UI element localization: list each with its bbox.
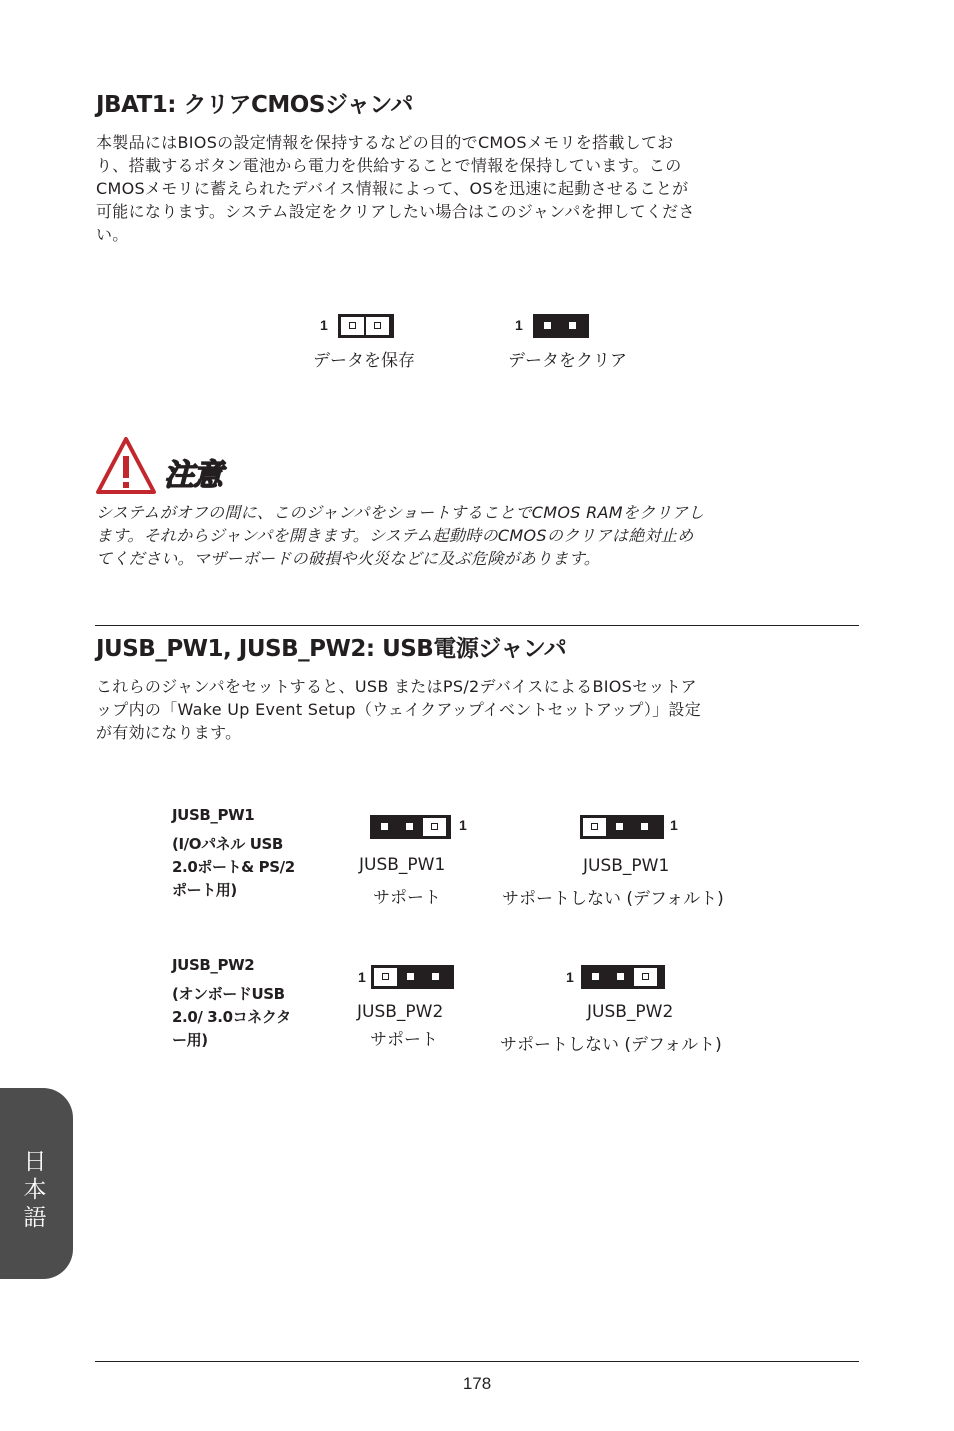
jumper-pin [535,316,560,336]
jbat-paragraph-line: 可能になります。システム設定をクリアしたい場合はこのジャンパを押してくださ [96,202,695,221]
jbat-clear-jumper [533,314,589,338]
jusb-pw1-label-line: JUSB_PW1 [172,806,255,824]
jusb-pw2-support-jumper [371,965,454,989]
jusb-paragraph-line: が有効になります。 [96,723,242,742]
page-number: 178 [462,1374,492,1393]
jbat-clear-caption: データをクリア [508,351,627,371]
jbat-clear-pin1-label: 1 [515,317,523,333]
jusb-pw1-label-line: ポート用) [172,881,237,899]
caution-line: ます。それからジャンパを開きます。システム起動時のCMOSのクリアは絶対止め [96,526,694,545]
jusb-pw1-nosupport-caption: JUSB_PW1 [583,856,670,876]
jusb-pw2-nosupport-caption: JUSB_PW2 [587,1002,674,1022]
jusb-pw2-label-line: (オンボードUSB [172,985,285,1003]
jbat-heading: JBAT1: クリアCMOSジャンパ [96,92,413,118]
jumper-pin [632,817,657,837]
jusb-pw2-label-line: JUSB_PW2 [172,956,255,974]
jusb-pw1-support-jumper [370,815,451,839]
jumper-pin [607,817,632,837]
jusb-heading: JUSB_PW1, JUSB_PW2: USB電源ジャンパ [96,636,567,662]
jusb-pw1-label-line: (I/Oパネル USB [172,835,283,853]
jusb-pw1-support-pin1-label: 1 [459,817,467,833]
jumper-pin [397,817,422,837]
jusb-pw1-nosupport-pin1-label: 1 [670,817,678,833]
jbat-paragraph-line: 本製品にはBIOSの設定情報を保持するなどの目的でCMOSメモリを搭載してお [96,133,674,152]
jumper-pin [398,967,423,987]
jusb-pw2-label-line: ー用) [172,1031,208,1049]
caution-line: てください。マザーボードの破損や火災などに及ぶ危険があります。 [96,549,601,568]
caution-line: システムがオフの間に、このジャンパをショートすることでCMOS RAMをクリアし [96,503,705,522]
jbat-keep-pin1-label: 1 [320,317,328,333]
jusb-paragraph [96,675,701,744]
language-tab-label [20,1148,50,1232]
jumper-pin [422,817,447,837]
jbat-paragraph [96,131,695,246]
jbat-paragraph-line: り、搭載するボタン電池から電力を供給することで情報を保持しています。この [96,156,682,175]
jusb-pw1-label-line: 2.0ポート& PS/2 [172,858,295,876]
jusb-pw2-nosupport-pin1-label: 1 [566,969,574,985]
jusb-pw2-support-caption2: サポート [370,1030,438,1050]
jusb-pw2-nosupport-caption2: サポートしない (デフォルト) [500,1035,722,1055]
jusb-pw2-label-line: 2.0/ 3.0コネクタ [172,1008,291,1026]
jumper-pin [560,316,585,336]
jumper-pin [633,967,658,987]
jusb-pw2-support-pin1-label: 1 [358,969,366,985]
jumper-pin [608,967,633,987]
jumper-pin [365,316,390,336]
jbat-keep-jumper [338,314,394,338]
jumper-pin [423,967,448,987]
jusb-pw1-support-caption2: サポート [373,888,441,908]
jusb-paragraph-line: これらのジャンパをセットすると、USB またはPS/2デバイスによるBIOSセットア [96,677,697,696]
warning-icon [95,436,157,496]
language-tab-char: 語 [23,1205,47,1231]
section-divider [95,625,859,626]
jumper-pin [340,316,365,336]
jusb-paragraph-line: ップ内の「Wake Up Event Setup（ウェイクアップイベントセットアップ）」設定 [96,700,702,719]
jumper-pin [372,817,397,837]
jusb-pw1-support-caption: JUSB_PW1 [359,855,446,875]
jumper-pin [373,967,398,987]
jumper-pin [583,967,608,987]
jusb-pw1-label [172,804,295,902]
caution-title: 注意 [164,458,222,493]
caution-text [96,501,704,570]
jusb-pw1-nosupport-caption2: サポートしない (デフォルト) [502,889,724,909]
jusb-pw2-label [172,954,291,1052]
language-tab-char: 本 [23,1177,47,1203]
jumper-pin [582,817,607,837]
jbat-paragraph-line: い。 [96,225,129,244]
language-tab-char: 日 [23,1149,47,1175]
jusb-pw1-nosupport-jumper [580,815,664,839]
jbat-keep-caption: データを保存 [313,351,415,371]
footer-rule [95,1361,859,1362]
jbat-paragraph-line: CMOSメモリに蓄えられたデバイス情報によって、OSを迅速に起動させることが [96,179,689,198]
jusb-pw2-support-caption: JUSB_PW2 [357,1002,444,1022]
jusb-pw2-nosupport-jumper [581,965,665,989]
